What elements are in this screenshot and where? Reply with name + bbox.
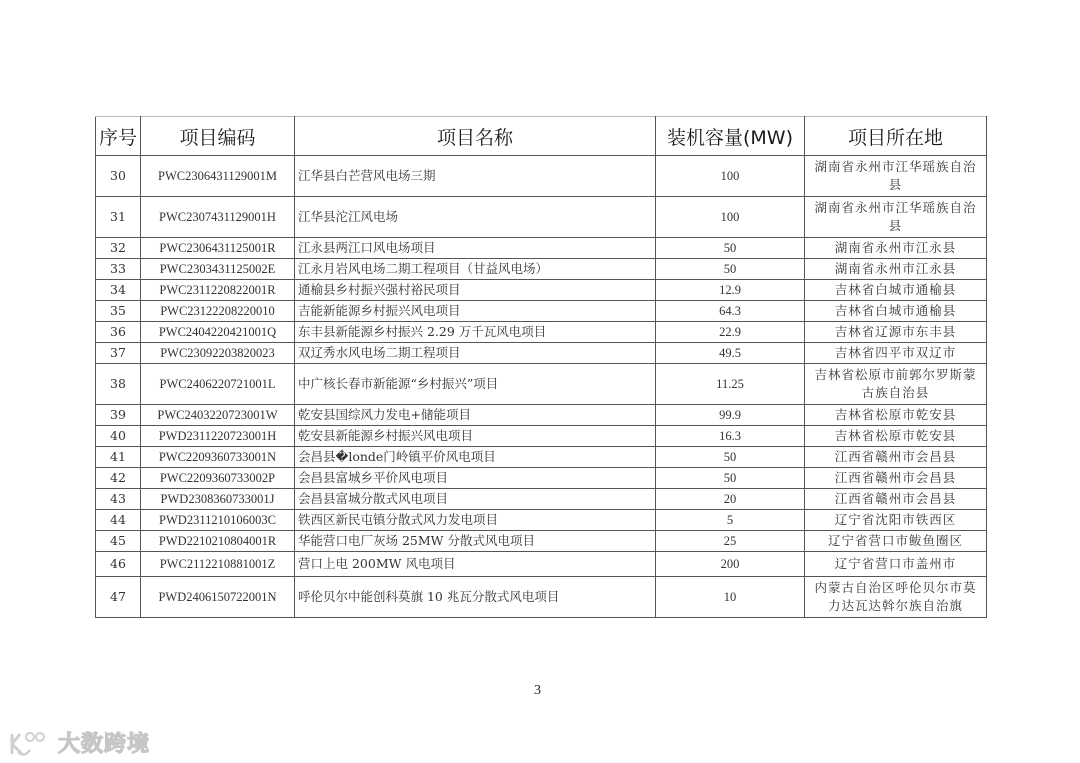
cell-name: 双辽秀水风电场二期工程项目 <box>295 343 656 364</box>
cell-capacity: 64.3 <box>656 301 805 322</box>
cell-capacity: 50 <box>656 238 805 259</box>
watermark-text: 大数跨境 <box>58 732 151 757</box>
cell-capacity: 99.9 <box>656 405 805 426</box>
table-row <box>96 364 987 405</box>
cell-location: 辽宁省沈阳市铁西区 <box>805 510 987 531</box>
cell-code: PWC2406220721001L <box>141 364 295 405</box>
cell-no: 46 <box>96 552 141 577</box>
table-row <box>96 197 987 238</box>
cell-capacity: 50 <box>656 259 805 280</box>
cell-location: 吉林省辽源市东丰县 <box>805 322 987 343</box>
cell-name: 铁西区新民屯镇分散式风力发电项目 <box>295 510 656 531</box>
cell-location: 江西省赣州市会昌县 <box>805 447 987 468</box>
cell-no: 47 <box>96 577 141 618</box>
cell-no: 32 <box>96 238 141 259</box>
cell-name: 吉能新能源乡村振兴风电项目 <box>295 301 656 322</box>
cell-capacity: 12.9 <box>656 280 805 301</box>
cell-location: 辽宁省营口市盖州市 <box>805 552 987 577</box>
cell-name: 乾安县国综风力发电+储能项目 <box>295 405 656 426</box>
table-row <box>96 552 987 577</box>
cell-name: 东丰县新能源乡村振兴 2.29 万千瓦风电项目 <box>295 322 656 343</box>
cell-location: 吉林省松原市乾安县 <box>805 405 987 426</box>
table-header-row <box>96 117 987 156</box>
cell-code: PWD2311210106003C <box>141 510 295 531</box>
table-row <box>96 510 987 531</box>
cell-location: 辽宁省营口市鲅鱼圈区 <box>805 531 987 552</box>
cell-location: 内蒙古自治区呼伦贝尔市莫力达瓦达斡尔族自治旗 <box>805 577 987 618</box>
table-row <box>96 577 987 618</box>
cell-capacity: 20 <box>656 489 805 510</box>
table-row <box>96 343 987 364</box>
cell-name: 中广核长春市新能源“乡村振兴”项目 <box>295 364 656 405</box>
cell-name: 会昌县富城乡平价风电项目 <box>295 468 656 489</box>
table-row <box>96 301 987 322</box>
cell-name: 会昌县富城分散式风电项目 <box>295 489 656 510</box>
watermark-logo-icon <box>8 728 52 758</box>
cell-no: 43 <box>96 489 141 510</box>
cell-no: 39 <box>96 405 141 426</box>
cell-location: 吉林省松原市前郭尔罗斯蒙古族自治县 <box>805 364 987 405</box>
cell-location: 湖南省永州市江永县 <box>805 238 987 259</box>
table-row <box>96 322 987 343</box>
cell-code: PWC2306431125001R <box>141 238 295 259</box>
cell-name: 会昌县�londe门岭镇平价风电项目 <box>295 447 656 468</box>
cell-location: 湖南省永州市江华瑶族自治县 <box>805 197 987 238</box>
cell-location: 吉林省松原市乾安县 <box>805 426 987 447</box>
table-row <box>96 259 987 280</box>
cell-name: 江永月岩风电场二期工程项目（甘益风电场） <box>295 259 656 280</box>
table-row <box>96 405 987 426</box>
table-row <box>96 531 987 552</box>
header-capacity: 装机容量(MW) <box>656 117 805 156</box>
cell-capacity: 200 <box>656 552 805 577</box>
project-table <box>95 116 987 618</box>
cell-name: 通榆县乡村振兴强村裕民项目 <box>295 280 656 301</box>
cell-code: PWC2403220723001W <box>141 405 295 426</box>
cell-code: PWC2404220421001Q <box>141 322 295 343</box>
cell-code: PWC2112210881001Z <box>141 552 295 577</box>
cell-location: 吉林省白城市通榆县 <box>805 301 987 322</box>
cell-code: PWD2311220723001H <box>141 426 295 447</box>
header-name: 项目名称 <box>295 117 656 156</box>
cell-no: 37 <box>96 343 141 364</box>
cell-location: 吉林省四平市双辽市 <box>805 343 987 364</box>
cell-capacity: 25 <box>656 531 805 552</box>
cell-code: PWD2406150722001N <box>141 577 295 618</box>
table-row <box>96 447 987 468</box>
cell-location: 吉林省白城市通榆县 <box>805 280 987 301</box>
cell-code: PWC2209360733001N <box>141 447 295 468</box>
table-row <box>96 489 987 510</box>
cell-no: 31 <box>96 197 141 238</box>
cell-location: 湖南省永州市江华瑶族自治县 <box>805 156 987 197</box>
cell-capacity: 22.9 <box>656 322 805 343</box>
cell-no: 41 <box>96 447 141 468</box>
cell-no: 34 <box>96 280 141 301</box>
table-row <box>96 238 987 259</box>
cell-capacity: 100 <box>656 156 805 197</box>
watermark <box>8 727 150 758</box>
cell-code: PWC2303431125002E <box>141 259 295 280</box>
header-code: 项目编码 <box>141 117 295 156</box>
cell-capacity: 16.3 <box>656 426 805 447</box>
cell-no: 44 <box>96 510 141 531</box>
cell-name: 江华县沱江风电场 <box>295 197 656 238</box>
cell-location: 江西省赣州市会昌县 <box>805 489 987 510</box>
cell-code: PWD2210210804001R <box>141 531 295 552</box>
table-row <box>96 156 987 197</box>
table-row <box>96 426 987 447</box>
cell-no: 33 <box>96 259 141 280</box>
cell-no: 38 <box>96 364 141 405</box>
header-no: 序号 <box>96 117 141 156</box>
cell-name: 乾安县新能源乡村振兴风电项目 <box>295 426 656 447</box>
cell-name: 营口上电 200MW 风电项目 <box>295 552 656 577</box>
header-location: 项目所在地 <box>805 117 987 156</box>
cell-no: 45 <box>96 531 141 552</box>
cell-no: 30 <box>96 156 141 197</box>
cell-name: 江永县两江口风电场项目 <box>295 238 656 259</box>
cell-code: PWC2307431129001H <box>141 197 295 238</box>
table-row <box>96 280 987 301</box>
cell-no: 40 <box>96 426 141 447</box>
cell-code: PWD2308360733001J <box>141 489 295 510</box>
cell-capacity: 49.5 <box>656 343 805 364</box>
cell-code: PWC23092203820023 <box>141 343 295 364</box>
cell-name: 呼伦贝尔中能创科莫旗 10 兆瓦分散式风电项目 <box>295 577 656 618</box>
cell-no: 36 <box>96 322 141 343</box>
table-row <box>96 468 987 489</box>
cell-capacity: 11.25 <box>656 364 805 405</box>
cell-code: PWC23122208220010 <box>141 301 295 322</box>
cell-code: PWC2209360733002P <box>141 468 295 489</box>
cell-location: 湖南省永州市江永县 <box>805 259 987 280</box>
cell-name: 江华县白芒营风电场三期 <box>295 156 656 197</box>
cell-no: 42 <box>96 468 141 489</box>
cell-code: PWC2306431129001M <box>141 156 295 197</box>
cell-capacity: 100 <box>656 197 805 238</box>
cell-capacity: 10 <box>656 577 805 618</box>
cell-location: 江西省赣州市会昌县 <box>805 468 987 489</box>
cell-code: PWC2311220822001R <box>141 280 295 301</box>
cell-capacity: 50 <box>656 468 805 489</box>
cell-name: 华能营口电厂灰场 25MW 分散式风电项目 <box>295 531 656 552</box>
cell-capacity: 50 <box>656 447 805 468</box>
cell-capacity: 5 <box>656 510 805 531</box>
page-number: 3 <box>534 683 541 698</box>
cell-no: 35 <box>96 301 141 322</box>
